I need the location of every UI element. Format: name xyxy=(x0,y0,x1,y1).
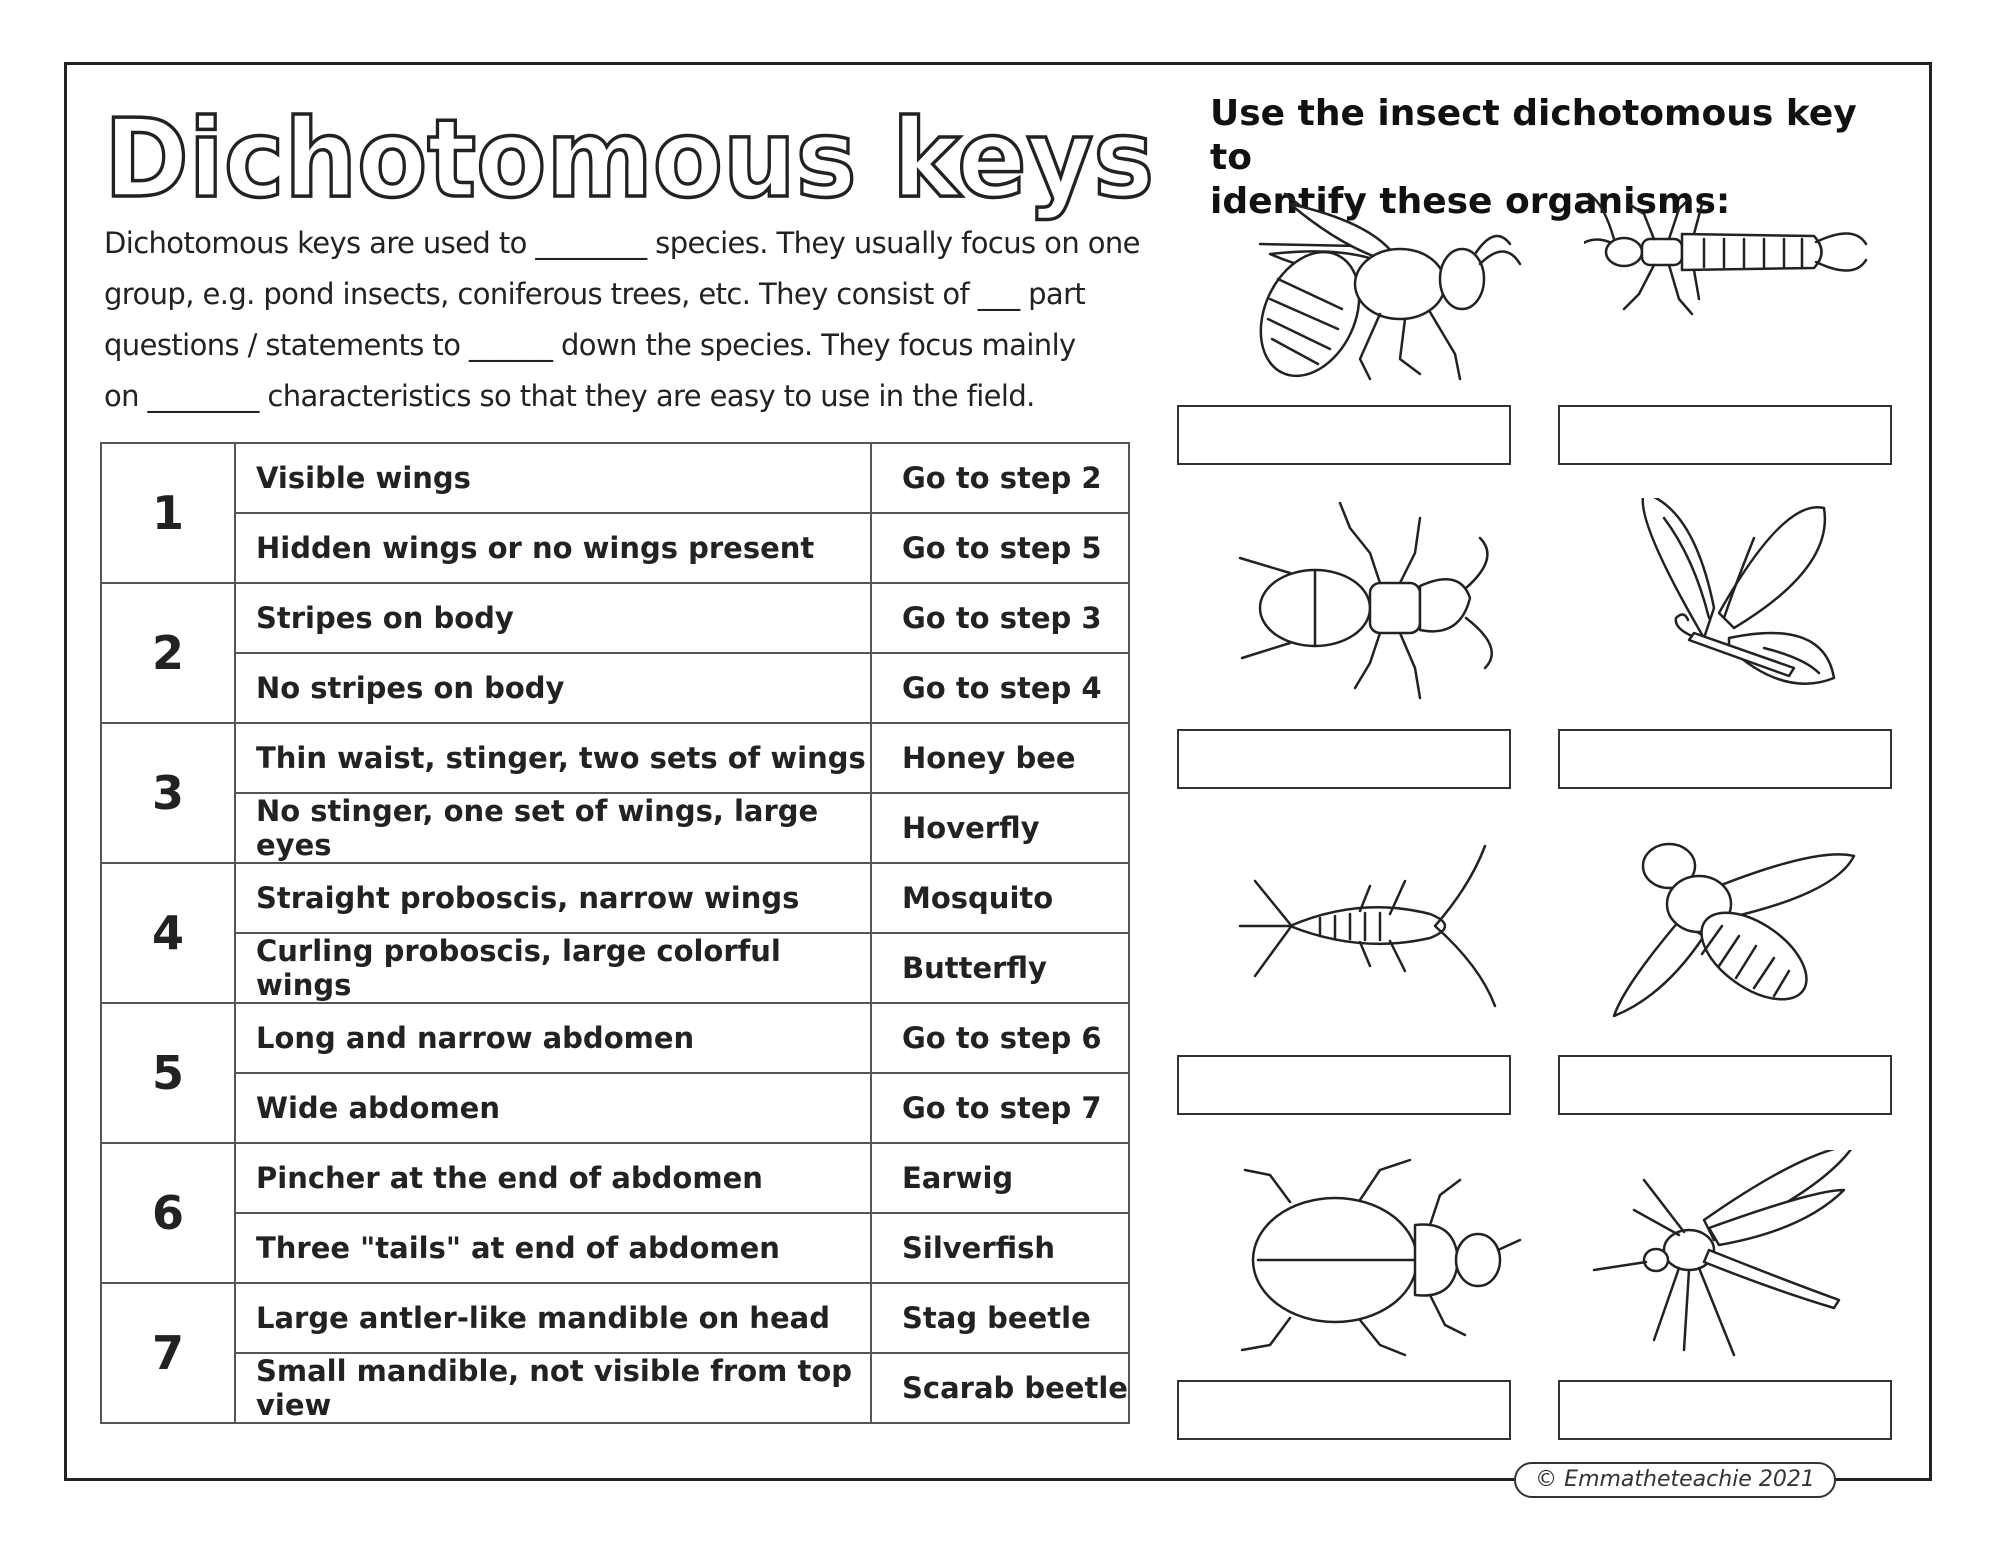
intro-line: Dichotomous keys are used to ________ species. They usually focus on one xyxy=(104,226,1140,260)
step-result: Stag beetle xyxy=(871,1283,1129,1353)
step-result: Go to step 2 xyxy=(871,443,1129,513)
intro-line: group, e.g. pond insects, coniferous trees, etc. They consist of ___ part xyxy=(104,277,1086,311)
instructions-line: identify these organisms: xyxy=(1210,181,1731,222)
table-row xyxy=(101,1003,1129,1073)
step-result: Scarab beetle xyxy=(871,1353,1129,1423)
step-number: 3 xyxy=(101,723,235,863)
step-statement: Long and narrow abdomen xyxy=(235,1003,871,1073)
step-number: 4 xyxy=(101,863,235,1003)
dichotomous-key-table xyxy=(100,442,1130,1424)
intro-line: on ________ characteristics so that they are easy to use in the field. xyxy=(104,379,1035,413)
step-statement: Three "tails" at end of abdomen xyxy=(235,1213,871,1283)
step-result: Go to step 7 xyxy=(871,1073,1129,1143)
table-row xyxy=(101,513,1129,583)
table-row xyxy=(101,863,1129,933)
step-statement: Small mandible, not visible from top view xyxy=(235,1353,871,1423)
scarab-beetle-icon xyxy=(1230,1150,1530,1360)
table-row xyxy=(101,1143,1129,1213)
table-row xyxy=(101,1213,1129,1283)
step-statement: Curling proboscis, large colorful wings xyxy=(235,933,871,1003)
instructions-line: Use the insect dichotomous key to xyxy=(1210,93,1857,178)
step-result: Silverfish xyxy=(871,1213,1129,1283)
table-row xyxy=(101,443,1129,513)
mosquito-icon xyxy=(1584,1150,1884,1360)
step-result: Go to step 3 xyxy=(871,583,1129,653)
answer-box-4[interactable] xyxy=(1558,729,1892,789)
hoverfly-icon xyxy=(1584,826,1884,1036)
step-statement: Straight proboscis, narrow wings xyxy=(235,863,871,933)
step-number: 7 xyxy=(101,1283,235,1423)
earwig-icon xyxy=(1584,184,1884,394)
silverfish-icon xyxy=(1230,826,1530,1036)
step-statement: Wide abdomen xyxy=(235,1073,871,1143)
title-text: Dichotomous keys xyxy=(104,97,1154,222)
step-result: Hoverfly xyxy=(871,793,1129,863)
answer-box-5[interactable] xyxy=(1177,1055,1511,1115)
step-statement: Stripes on body xyxy=(235,583,871,653)
step-number: 2 xyxy=(101,583,235,723)
step-result: Earwig xyxy=(871,1143,1129,1213)
answer-box-7[interactable] xyxy=(1177,1380,1511,1440)
table-row xyxy=(101,583,1129,653)
step-statement: Visible wings xyxy=(235,443,871,513)
page-title xyxy=(100,92,1160,222)
table-row xyxy=(101,1353,1129,1423)
step-result: Butterfly xyxy=(871,933,1129,1003)
step-statement: No stripes on body xyxy=(235,653,871,723)
answer-box-8[interactable] xyxy=(1558,1380,1892,1440)
table-row xyxy=(101,653,1129,723)
intro-line: questions / statements to ______ down the species. They focus mainly xyxy=(104,328,1076,362)
step-result: Honey bee xyxy=(871,723,1129,793)
table-row xyxy=(101,723,1129,793)
answer-box-2[interactable] xyxy=(1558,405,1892,465)
answer-box-1[interactable] xyxy=(1177,405,1511,465)
step-statement: Pincher at the end of abdomen xyxy=(235,1143,871,1213)
copyright-badge: © Emmatheteachie 2021 xyxy=(1514,1462,1836,1498)
step-number: 6 xyxy=(101,1143,235,1283)
bee-icon xyxy=(1230,184,1530,394)
table-row xyxy=(101,793,1129,863)
step-statement: No stinger, one set of wings, large eyes xyxy=(235,793,871,863)
answer-box-3[interactable] xyxy=(1177,729,1511,789)
step-result: Go to step 6 xyxy=(871,1003,1129,1073)
step-result: Mosquito xyxy=(871,863,1129,933)
step-statement: Large antler-like mandible on head xyxy=(235,1283,871,1353)
stag-beetle-icon xyxy=(1230,498,1530,708)
table-row xyxy=(101,1283,1129,1353)
intro-paragraph xyxy=(104,218,1174,422)
step-result: Go to step 4 xyxy=(871,653,1129,723)
answer-box-6[interactable] xyxy=(1558,1055,1892,1115)
step-statement: Hidden wings or no wings present xyxy=(235,513,871,583)
step-number: 1 xyxy=(101,443,235,583)
table-row xyxy=(101,933,1129,1003)
butterfly-icon xyxy=(1584,498,1884,708)
step-number: 5 xyxy=(101,1003,235,1143)
step-statement: Thin waist, stinger, two sets of wings xyxy=(235,723,871,793)
table-row xyxy=(101,1073,1129,1143)
step-result: Go to step 5 xyxy=(871,513,1129,583)
